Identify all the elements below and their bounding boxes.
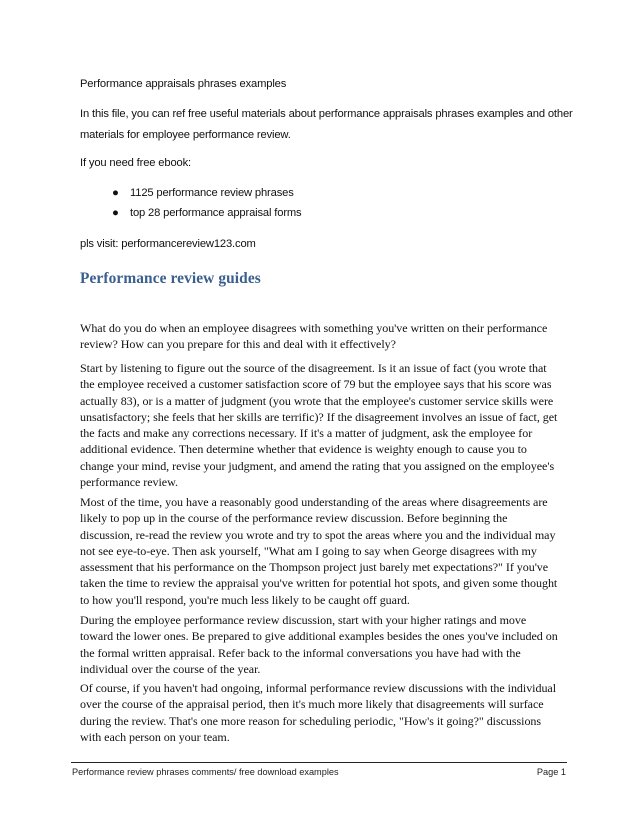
- bullet-dot-icon: ●: [112, 187, 119, 199]
- body-paragraph: [80, 612, 562, 677]
- paragraph-text: Start by listening to figure out the source of the disagreement. Is it an issue of fact (you wrote that the employee received a customer satisfaction score of 79 but the employee says that his score was actually 83), or is a matter of judgment (you wrote that the employee's customer service skills were unsatisfactory; she feels that her skills are terrific)? If the disagreement involves an issue of fact, get the facts and make any corrections necessary. If it's a matter of judgment, ask the employee for additional evidence. Then determine whether that evidence is weighty enough to cause you to change your mind, revise your judgment, and amend the rating that you assigned on the employee's performance review.: [80, 361, 558, 490]
- body-paragraph: [80, 680, 562, 745]
- page-number: Page 1: [536, 767, 566, 777]
- paragraph-text: During the employee performance review discussion, start with your higher ratings and move toward the lower ones. Be prepared to give additional examples besides the ones you've included on the formal written appraisal. Refer back to the informal conversations you have had with the individual over the course of the year.: [80, 613, 558, 676]
- bullet-list-item: [80, 184, 560, 202]
- intro-line-2: materials for employee performance review.: [80, 129, 291, 141]
- ebook-prompt: If you need free ebook:: [80, 157, 191, 169]
- paragraph-text: Of course, if you haven't had ongoing, informal performance review discussions with the individual over the course of the appraisal period, then it's much more likely that disagreements will surface during the review. That's one more reason for scheduling periodic, "How's it going?" discussions with each person on your team.: [80, 681, 557, 744]
- bullet-text: 1125 performance review phrases: [130, 187, 294, 199]
- bullet-text: top 28 performance appraisal forms: [130, 207, 302, 219]
- bullet-dot-icon: ●: [112, 207, 119, 219]
- document-title-line: Performance appraisals phrases examples: [80, 78, 287, 90]
- paragraph-text: What do you do when an employee disagrees with something you've written on their performance review? How can you prepare for this and deal with it effectively?: [80, 321, 548, 352]
- section-heading: Performance review guides: [80, 270, 261, 287]
- bullet-list-item: [80, 204, 560, 222]
- visit-line: pls visit: performancereview123.com: [80, 238, 256, 250]
- body-paragraph: [80, 360, 562, 490]
- body-paragraph: [80, 320, 562, 353]
- footer-text: Performance review phrases comments/ free download examples: [72, 767, 339, 777]
- footer-divider: [71, 762, 567, 763]
- intro-line-1: In this file, you can ref free useful materials about performance appraisals phrases examples and other: [80, 108, 573, 120]
- paragraph-text: Most of the time, you have a reasonably good understanding of the areas where disagreements are likely to pop up in the course of the performance review discussion. Before beginning the discussion, re-read the review you wrote and try to spot the areas where you and the individual may not see eye-to-eye. Then ask yourself, "What am I going to say when George disagrees with my assessment that his performance on the Thompson project just barely met expectations?" If you've taken the time to review the appraisal you've written for potential hot spots, and given some thought to how you'll respond, you're much less likely to be caught off guard.: [80, 495, 558, 607]
- body-paragraph: [80, 494, 562, 608]
